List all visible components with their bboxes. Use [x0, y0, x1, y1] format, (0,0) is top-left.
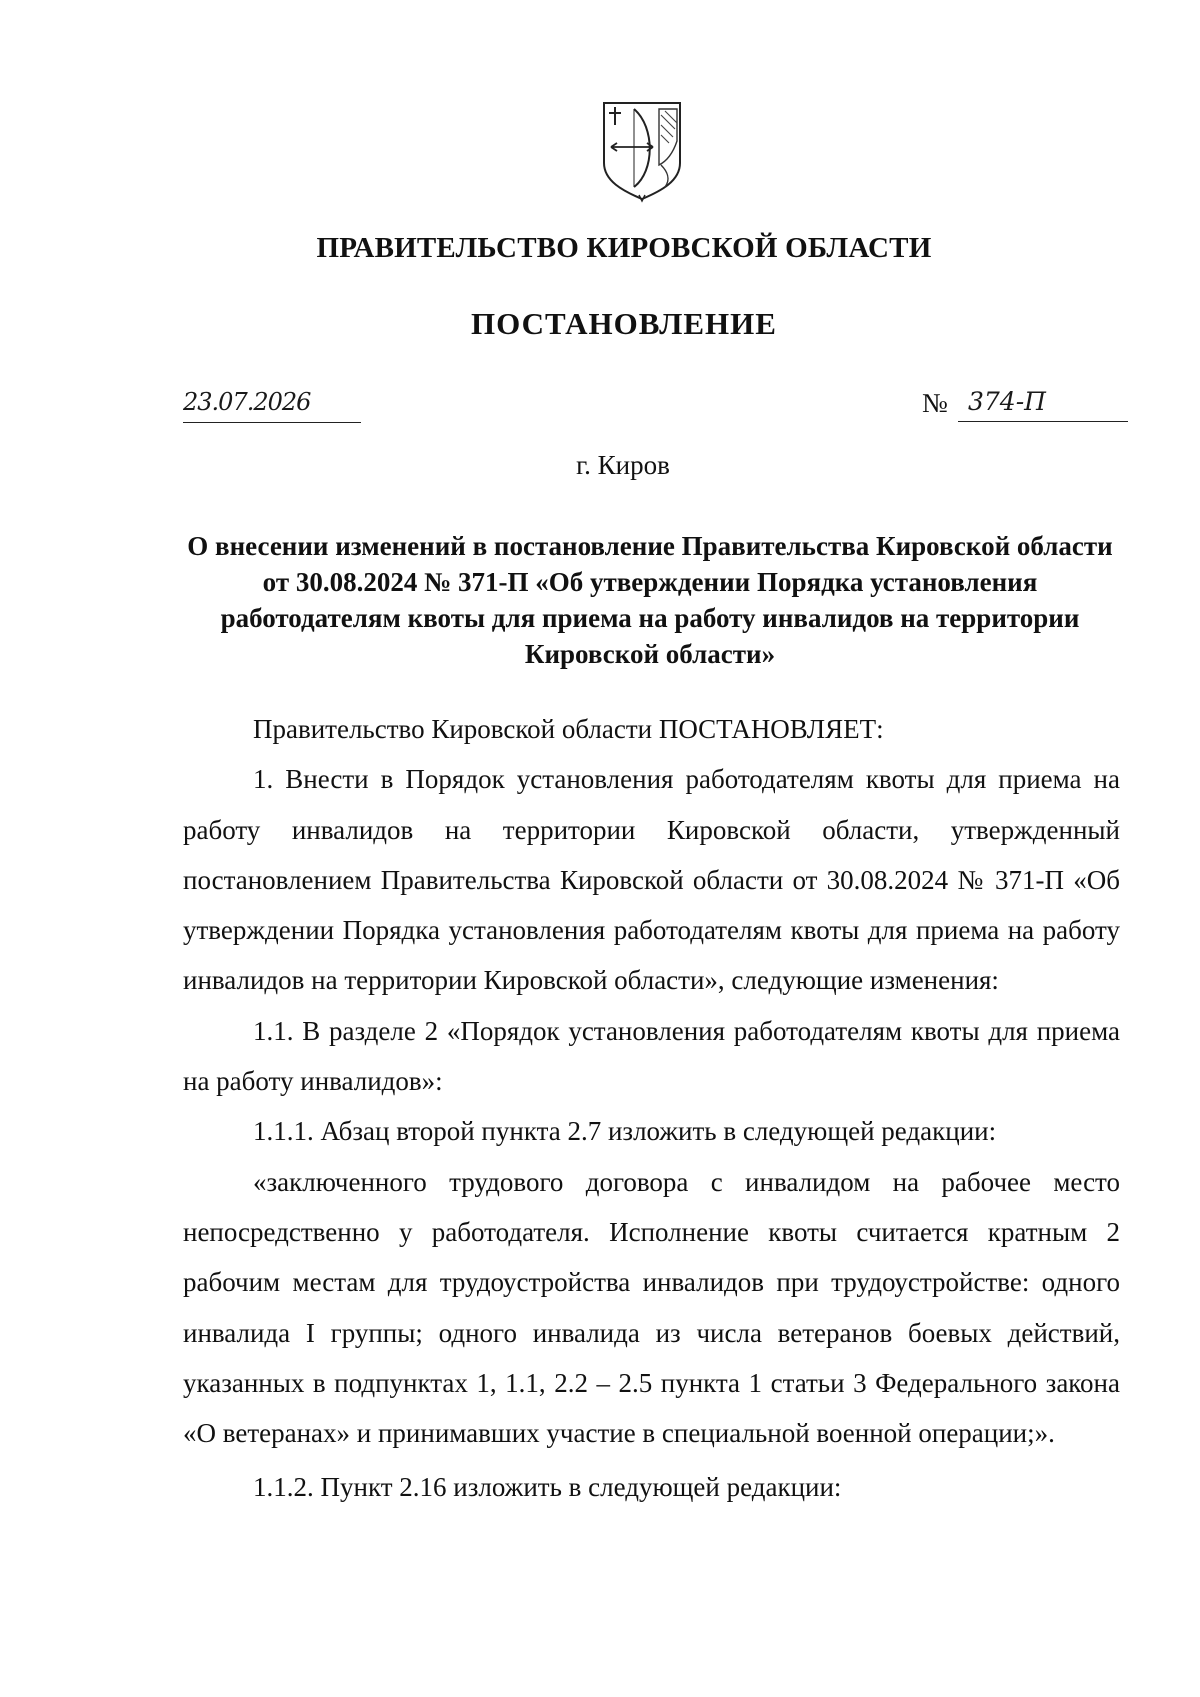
- city: г. Киров: [576, 450, 670, 480]
- paragraph-1-1: 1.1. В разделе 2 «Порядок установления работодателям квоты для приема на работу инвалидов»:: [183, 1015, 1120, 1097]
- paragraph-1-1-1: 1.1.1. Абзац второй пункта 2.7 изложить в следующей редакции:: [253, 1116, 997, 1147]
- number-value: 374-П: [958, 384, 1128, 422]
- document-body: [183, 704, 1120, 1513]
- document-type: ПОСТАНОВЛЕНИЕ: [471, 306, 777, 341]
- number-sign: №: [922, 388, 948, 418]
- document-date: 23.07.2026: [183, 384, 361, 423]
- coat-of-arms-icon: [601, 101, 683, 203]
- quoted-text: «заключенного трудового договора с инвалидом на рабочее место непосредственно у работодателя. Исполнение квоты считается кратным 2 рабочим местам для трудоустройства инвалидов при трудоустройстве: одного инвалида I группы; одного инвалида из числа ветеранов боевых действий, указанных в подпунктах 1, 1.1, 2.2 – 2.5 пункта 1 статьи 3 Федерального закона «О ветеранах» и принимавших участие в специальной военной операции;».: [183, 1166, 1120, 1449]
- resolution-intro: Правительство Кировской области ПОСТАНОВЛЯЕТ:: [253, 714, 884, 744]
- government-name: ПРАВИТЕЛЬСТВО КИРОВСКОЙ ОБЛАСТИ: [316, 232, 932, 264]
- document-title: О внесении изменений в постановление Правительства Кировской области от 30.08.2024 № 371-П «Об утверждении Порядка установления работодателям квоты для приема на работу инвалидов на территории Кировской области»: [187, 531, 1113, 669]
- paragraph-1: 1. Внести в Порядок установления работодателям квоты для приема на работу инвалидов на территории Кировской области, утвержденный постановлением Правительства Кировской области от 30.08.2024 № 371-П «Об утверждении Порядка установления работодателям квоты для приема на работу инвалидов на территории Кировской области», следующие изменения:: [183, 764, 1120, 996]
- paragraph-1-1-2: 1.1.2. Пункт 2.16 изложить в следующей редакции:: [253, 1472, 842, 1503]
